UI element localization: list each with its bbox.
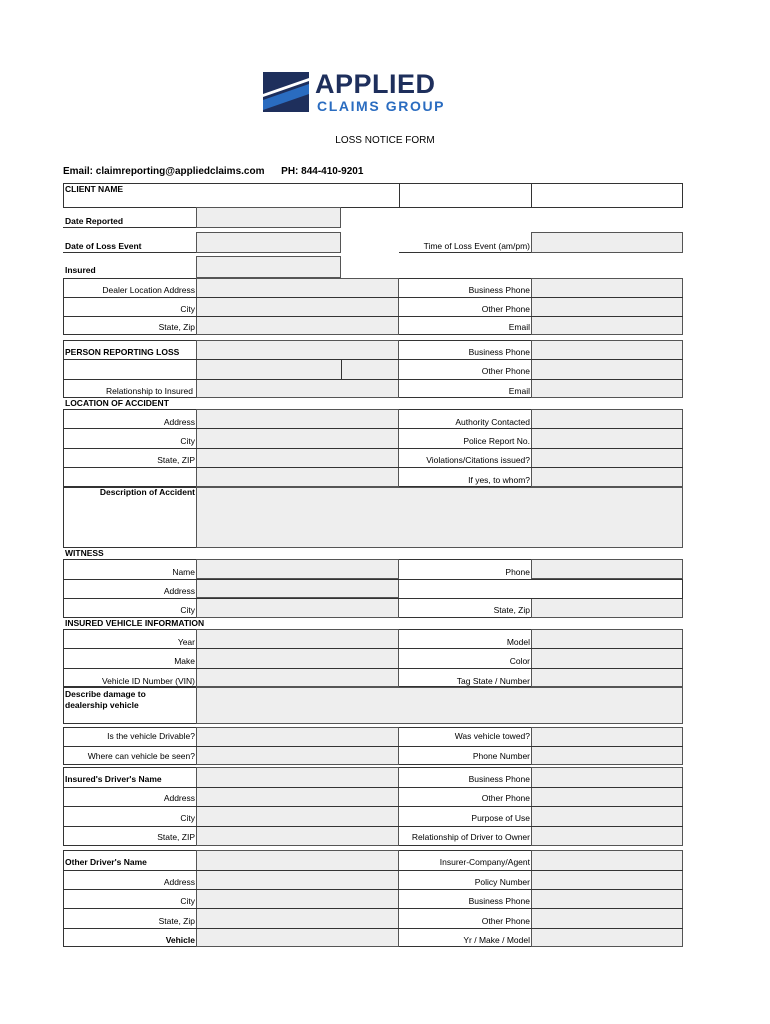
logo-line2: CLAIMS GROUP (317, 98, 446, 114)
person-business-phone-label: Business Phone (468, 347, 530, 357)
damage-label-2: dealership vehicle (65, 700, 139, 710)
witness-state-zip-label: State, Zip (493, 605, 530, 615)
state-zip-label: State, Zip (158, 322, 195, 332)
witness-phone-label: Phone (505, 567, 530, 577)
logo-mark-icon (263, 72, 309, 112)
logo-line1: APPLIED (315, 69, 436, 99)
yr-make-model-label: Yr / Make / Model (463, 935, 530, 945)
relationship-label: Relationship to Insured (106, 386, 193, 396)
client-name-label: CLIENT NAME (65, 184, 124, 194)
insured-address-fields[interactable] (196, 278, 399, 335)
other-driver-city-label: City (180, 896, 195, 906)
person-reporting-label: PERSON REPORTING LOSS (65, 347, 180, 357)
other-driver-business-phone-label: Business Phone (468, 896, 530, 906)
dealer-location-label: Dealer Location Address (102, 285, 195, 295)
policy-number-label: Policy Number (474, 877, 530, 887)
witness-label: WITNESS (65, 548, 104, 558)
witness-state-zip-field[interactable] (531, 598, 683, 618)
other-driver-other-phone-label: Other Phone (481, 916, 530, 926)
driver-state-zip-label: State, ZIP (157, 832, 195, 842)
email-label: Email (508, 322, 530, 332)
authority-contacted-label: Authority Contacted (455, 417, 530, 427)
driver-city-label: City (180, 813, 195, 823)
other-driver-state-zip-label: State, Zip (158, 916, 195, 926)
location-of-accident-label: LOCATION OF ACCIDENT (65, 398, 169, 408)
tag-state-label: Tag State / Number (456, 676, 530, 686)
contact-email: Email: claimreporting@appliedclaims.com (63, 166, 265, 177)
make-label: Make (174, 656, 195, 666)
vehicle-fields[interactable] (196, 629, 399, 687)
contact-phone: PH: 844-410-9201 (281, 166, 364, 177)
date-of-loss-field[interactable] (196, 232, 341, 253)
description-label: Description of Accident (99, 487, 195, 497)
location-state-zip-label: State, ZIP (157, 455, 195, 465)
if-yes-label: If yes, to whom? (468, 475, 530, 485)
client-name-field-2[interactable] (400, 184, 531, 207)
color-label: Color (509, 656, 530, 666)
vehicle-info-label: INSURED VEHICLE INFORMATION (65, 618, 205, 628)
business-phone-label: Business Phone (468, 285, 530, 295)
vin-label: Vehicle ID Number (VIN) (101, 676, 195, 686)
person-reporting-fields[interactable] (196, 340, 399, 398)
witness-city-field[interactable] (196, 598, 399, 618)
where-seen-label: Where can vehicle be seen? (87, 751, 195, 761)
form-title: LOSS NOTICE FORM (335, 135, 435, 146)
witness-city-label: City (180, 605, 195, 615)
drivable-label: Is the vehicle Drivable? (107, 731, 195, 741)
client-name-row (63, 183, 683, 208)
other-driver-fields[interactable] (196, 850, 399, 947)
witness-address-label: Address (163, 586, 195, 596)
other-driver-name-label: Other Driver's Name (65, 857, 147, 867)
insurer-company-label: Insurer-Company/Agent (439, 857, 530, 867)
vehicle-right-fields[interactable] (531, 629, 683, 687)
vehicle-label: Vehicle (165, 935, 195, 945)
contact-line (63, 166, 363, 177)
phone-number-label: Phone Number (472, 751, 530, 761)
other-driver-address-label: Address (163, 877, 195, 887)
witness-name-label: Name (172, 567, 195, 577)
person-other-phone-label: Other Phone (481, 366, 530, 376)
other-driver-right-fields[interactable] (531, 850, 683, 947)
city-label: City (180, 304, 195, 314)
description-field[interactable] (196, 487, 683, 548)
damage-label-1: Describe damage to (65, 689, 146, 699)
witness-address-field[interactable] (196, 579, 399, 598)
damage-field[interactable] (196, 687, 683, 724)
date-reported-field[interactable] (196, 207, 341, 228)
violations-label: Violations/Citations issued? (426, 455, 530, 465)
location-address-label: Address (163, 417, 195, 427)
date-reported-label: Date Reported (65, 216, 124, 226)
insured-phone-fields[interactable] (531, 278, 683, 335)
police-report-label: Police Report No. (463, 436, 530, 446)
year-label: Year (177, 637, 195, 647)
time-of-loss-label: Time of Loss Event (am/pm) (423, 241, 530, 251)
driver-other-phone-label: Other Phone (481, 793, 530, 803)
company-logo (263, 69, 453, 116)
insured-field[interactable] (196, 256, 341, 278)
witness-phone-field[interactable] (531, 559, 683, 579)
towed-label: Was vehicle towed? (454, 731, 530, 741)
purpose-of-use-label: Purpose of Use (471, 813, 530, 823)
time-of-loss-field[interactable] (531, 232, 683, 253)
other-phone-label: Other Phone (481, 304, 530, 314)
location-city-label: City (180, 436, 195, 446)
driver-business-phone-label: Business Phone (468, 774, 530, 784)
driver-address-label: Address (163, 793, 195, 803)
person-phone-fields[interactable] (531, 340, 683, 398)
model-label: Model (506, 637, 530, 647)
insured-driver-name-label: Insured's Driver's Name (65, 774, 162, 784)
witness-name-field[interactable] (196, 559, 399, 579)
insured-label: Insured (65, 265, 96, 275)
date-of-loss-label: Date of Loss Event (65, 241, 142, 251)
relationship-driver-owner-label: Relationship of Driver to Owner (411, 832, 530, 842)
person-email-label: Email (508, 386, 530, 396)
